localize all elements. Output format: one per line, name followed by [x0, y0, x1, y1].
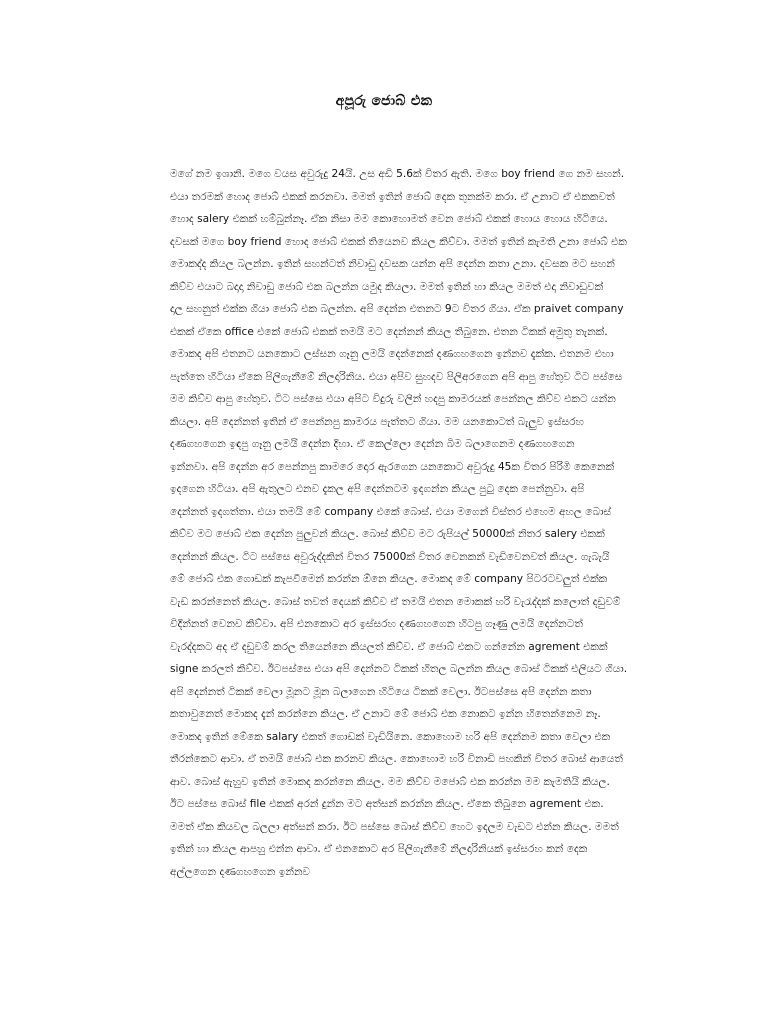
body-line: ඉන්නවා. අපි දෙන්න අර පෙන්නපු කාමරෙ දොර ඇරගෙන යනකොට අවුරුදු 45ක විතර පිරිමි කෙනෙක්	[170, 460, 615, 473]
body-line: signe කරලත් කිව්ව. ඊටපස්සෙ එයා අපි දෙන්නට ටිකක් හිතල බලන්න කියල බොස් ටිකක් එලියට ගියා.	[170, 663, 628, 675]
body-line: මොකද්ද කියල බලන්න. ඉතින් සහන්ටත් නිවාඩු දවසක යන්න අපි දෙන්න කතා උනා. දවසක මට සහන්	[170, 258, 615, 270]
body-line: කිව්ව මට ජොබ් එක දෙන්න පුලුවන් කියල. බොස් කිව්ව මට රුපියල් 50000ක් නිතර salery එකක්	[170, 528, 605, 540]
body-line: විදින්නත් වෙනව කිව්වා. අපි එනකොට අර ඉස්සරහ දණගහගෙන හිටපු ගෑණු ලමයි දෙන්නටත්	[170, 618, 583, 630]
body-line: කිව්ව එයාට බදාදා නිවාඩු ජොබ් එක බලන්න යමුද කියලා. මමත් ඉතින් හා කියල මමත් එදා නිවාඩුවක්	[170, 280, 604, 293]
body-line: වැරද්දකට අද ඒ දඩුවම් කරල තියෙන්නෙ කියලත් කිව්ව. ඒ ජොබ් එකට ගන්නේන agrement එකක්	[170, 640, 608, 653]
body-line: මේ ජොබ් එක ගොඩක් කැපවීමෙන් කරන්න ඕනෙ කියල. මොකද මේ company පිටරටවලුත් එක්ක	[170, 573, 608, 585]
body-line: ආව. බොස් ඇහුව ඉතින් මොකද කරන්නෙ කියල. මම කිව්ව මජොබ් එක කරන්න මම කැමතියි කියල.	[170, 775, 610, 788]
body-line: මොකද ඉතින් මේකෙ salary එකත් ගොඩක් වැඩියිනෙ. කොහොම හරි අපි දෙන්නම කතා වෙලා එක	[170, 730, 611, 743]
body-line: ඉදගෙන හිටියා. අපි ඇතුලට එනව දැකල අපි දෙන්නටම ඉදගන්න කියල පුටු දෙක පෙන්නුවා. අපි	[170, 483, 585, 495]
body-line: කියලා. අපි දෙන්නත් ඉතින් ඒ පෙන්නපු කාමරය පැත්තට ගියා. මම යනකොටත් බැලුව ඉස්සරහ	[170, 415, 585, 428]
body-line: මම කිව්ව ආපු හේතුව. ටිට පස්සෙ එයා අපිට විදුරු වලින් හදපු කාමරයක් පෙන්නල කිව්ව එකට යන්න	[170, 393, 616, 405]
body-line: තීරන්කෙට ආවා. ඒ තමයි ජොබ් එක කරනව කියල. කොහොම හරි විනාඩි පහකින් විතර බොස් ආයෙත්	[170, 753, 623, 765]
body-line: ඊට පස්සෙ බොස් file එකක් අරන් දුන්න මට අත්සන් කරන්න කියල. ඒකෙ තිබුනෙ agrement එක.	[170, 798, 604, 810]
body-line: වැඩ කරන්නෙත් කියල. බොස් තවත් දෙයක් කිව්ව ඒ තමයි එතන මොකක් හරි වැරැද්දක් කලොත් දඩුවම්	[170, 595, 621, 608]
body-line: පැත්තෙ හිටියා ඒකෙ පිලිගැනීමේ නිලදාරිනිය. එයා අපිව සුහදව පිලිඅරගෙන අපි ආපු හේතුව ටිට පස්සෙ	[170, 370, 623, 383]
body-line: මමත් ඒක කියවල බලලා අත්සන් කරා. ඊට පස්සෙ බොස් කිව්ව හෙට ඉදලම වැඩට එන්න කියල. මමත්	[170, 820, 619, 833]
body-line: දෙන්නන් කියල. ටිට පස්සෙ අවුරුද්දකින් විතර 75000ක් විතර වෙනකන් වැඩිවෙනවත් කියල. ගැබැයි	[170, 550, 610, 563]
body-line: මගේ නම ඉශානි. මගෙ වයස අවුරුදු 24යි. උස අඩි 5.6ක් විතර ඇති. මගෙ boy friend ගෙ නම සහන්.	[170, 168, 625, 180]
body-line: ඉතින් හා කියල ආපහු එන්න ආවා. ඒ එනකොට අර පිලිගැනීමේ නිලදාරිනියක් ඉස්සරහ කන් දෙක	[170, 843, 588, 855]
body-line: දවසක් මගෙ boy friend හොද ජොබ් එකක් තියෙනව කියල කිව්වා. මමත් ඉතින් කැමති උනා ජොබ් එක	[170, 235, 627, 248]
body-line: කතාවුනෙත් මොකද දැන් කරන්නෙ කියල. ඒ උනාට මේ ජොබ් එක නොකට ඉන්න හිතෙන්නෙම නෑ.	[170, 708, 601, 720]
body-line: දණගහගෙන ඉඳපු ගෑනු ලමයි දෙන්න දිහා. ඒ කෙල්ලො දෙන්න බිම බලාගෙනම දණගහගෙන	[170, 438, 575, 450]
body-line: දාල සහනුත් එක්ක ගියා ජොබ් එක බලන්න. අපි දෙන්න එතනට 9ට විතර ගියා. ඒක praivet company	[170, 303, 624, 315]
document-title: අපූරු ජොබ් එක	[335, 93, 433, 109]
body-line: හොද salery එකක් හම්බුන්නෑ. ඒක නිසා මම කොහොමත් වෙන ජොබ් එකක් හොය හොය හිටියෙ.	[170, 213, 608, 225]
body-line: එයා තරමක් හොද ජොබ් එකක් කරනවා. මමත් ඉතින් ජොබ් දෙක තුනක්ම කරා. ඒ උනාට ඒ එකකවත්	[170, 190, 615, 203]
body-line: අල්ලගෙන දණගහගෙන ඉන්නව	[170, 865, 311, 878]
body-line: දෙන්නත් ඉදගත්තා. එයා තමයි මේ company එකේ බොස්. එයා මගෙන් විස්තර එහෙම අහල බොස්	[170, 505, 612, 518]
body-line: එකක් ඒකෙ office එකේ ජොබ් එකක් තමයි මට දෙන්නන් කියල තිබුනෙ. එතන ටිකක් අමුතු තැනක්.	[170, 325, 608, 338]
document-body	[170, 163, 690, 883]
body-line: මොකද අපි එතනට යනකොට ලස්සන ගෑනු ලමයි දෙන්නෙක් දණගහගෙන ඉන්නව දැක්ක. එතනම එහා	[170, 348, 614, 360]
body-line: අපි දෙන්නත් ටිකක් වෙලා මූනට මූන බලාගෙන හිටියෙ ටිකක් වෙලා. ඊටපස්සෙ අපි දෙන්න කතා	[170, 685, 592, 698]
